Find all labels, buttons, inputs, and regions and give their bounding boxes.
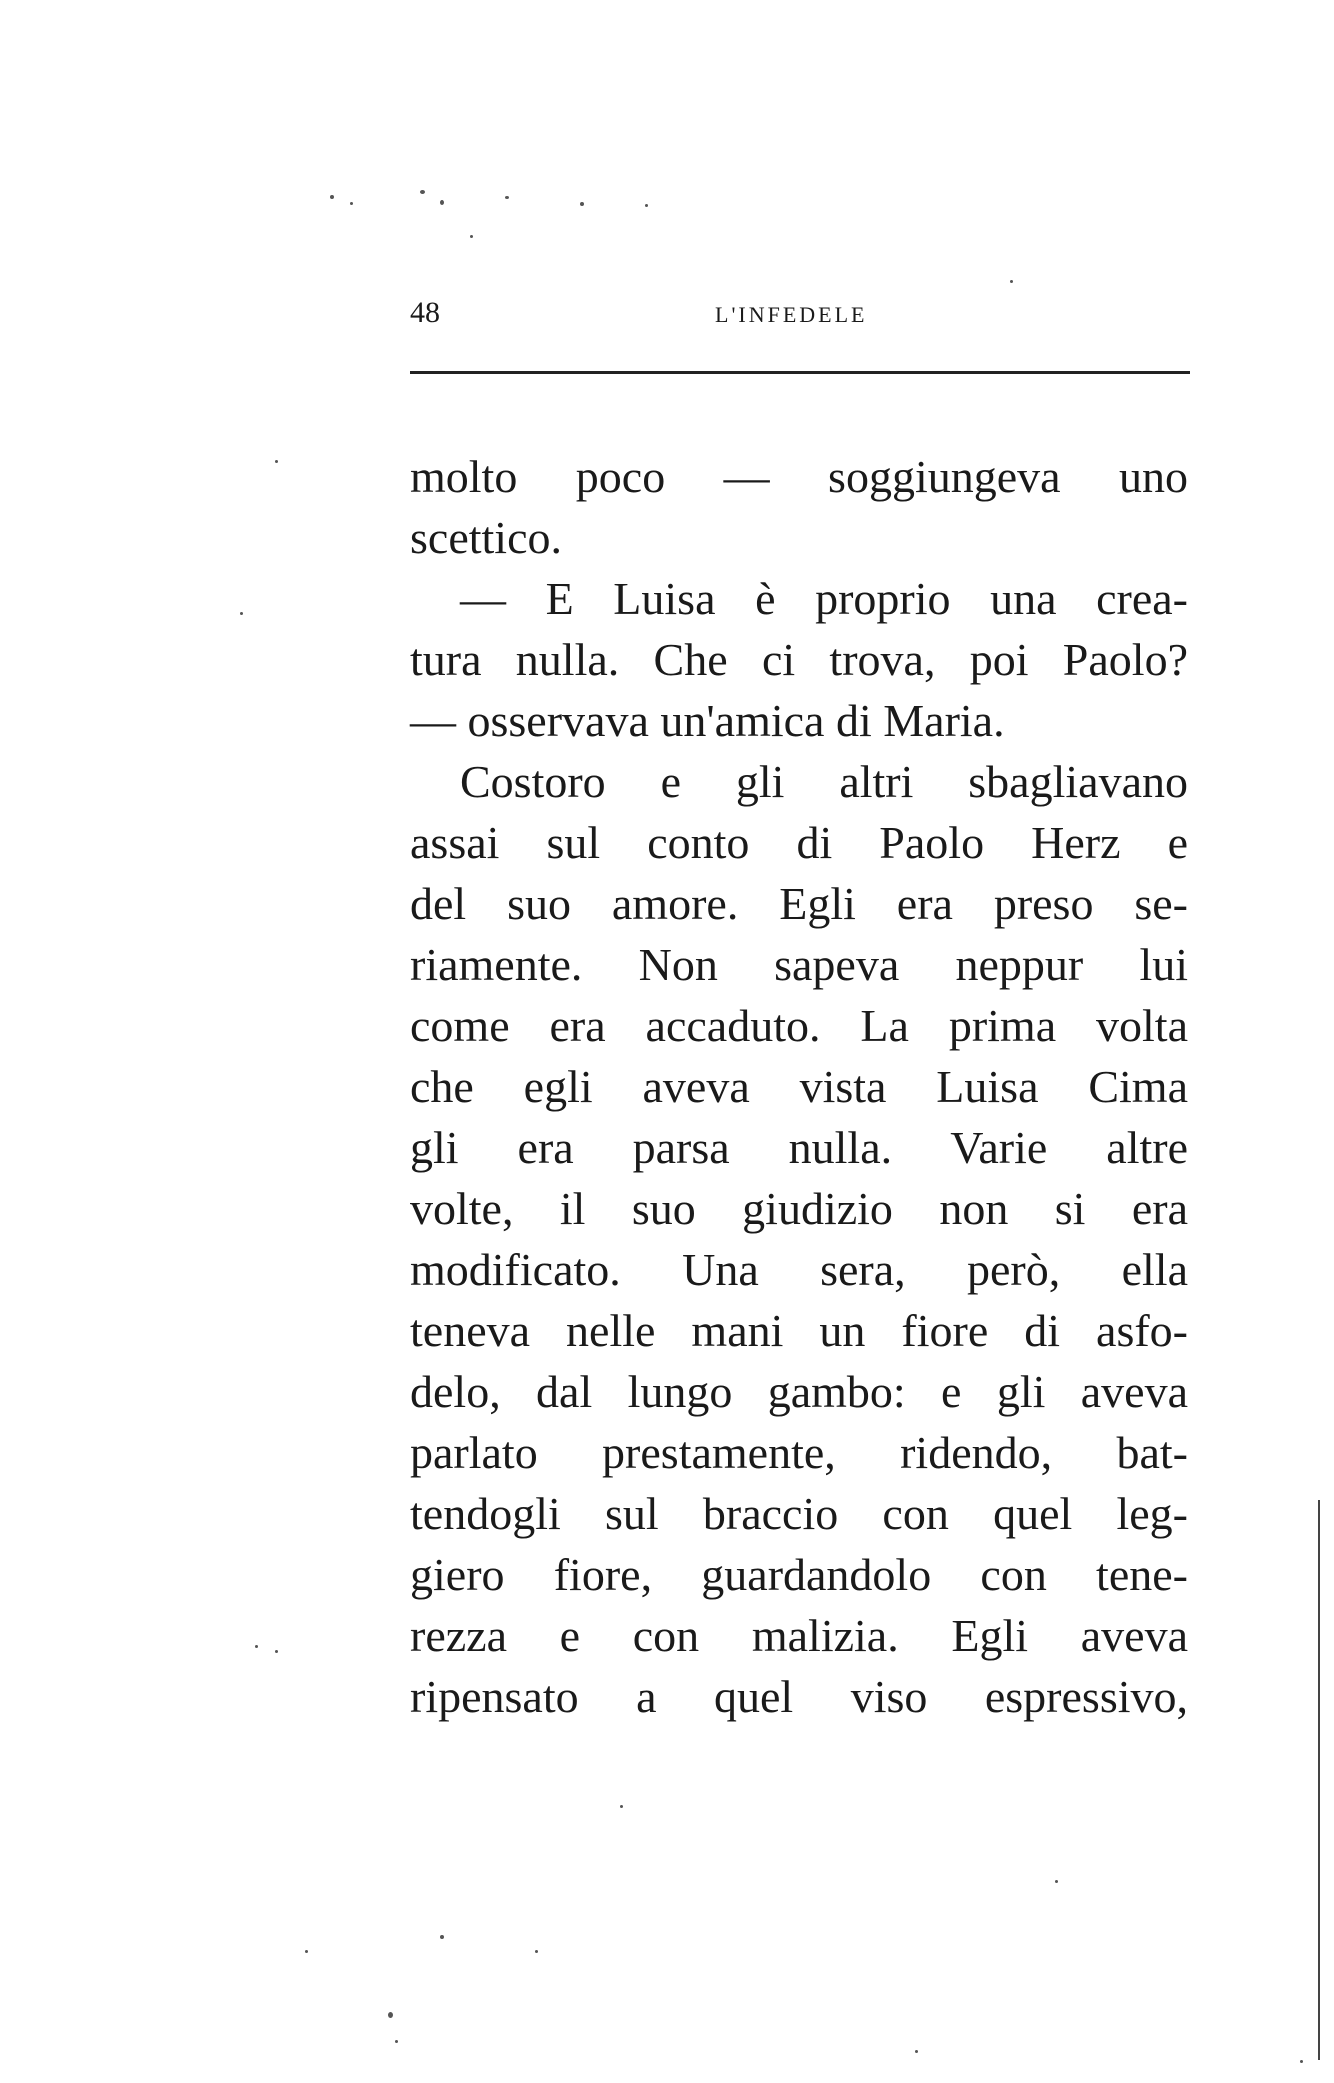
text-line: tura nulla. Che ci trova, poi Paolo? <box>410 634 1188 685</box>
scan-speck <box>915 2050 918 2053</box>
scan-speck <box>1300 2060 1303 2063</box>
scan-speck <box>505 196 509 199</box>
text-line: ripensato a quel viso espressivo, <box>410 1671 1188 1722</box>
text-line: modificato. Una sera, però, ella <box>410 1244 1188 1295</box>
text-line: assai sul conto di Paolo Herz e <box>410 817 1188 868</box>
scan-speck <box>440 200 444 205</box>
scan-speck <box>275 460 278 463</box>
running-header <box>410 292 1190 342</box>
running-title: L'INFEDELE <box>715 302 868 327</box>
header-rule <box>410 371 1190 374</box>
scan-speck <box>1055 1880 1058 1883</box>
scan-speck <box>420 190 425 194</box>
scan-speck <box>470 235 473 238</box>
text-line: del suo amore. Egli era preso se- <box>410 878 1188 929</box>
body-text <box>410 446 1188 1727</box>
binding-edge-line <box>1318 1500 1320 2060</box>
text-line: Costoro e gli altri sbagliavano <box>460 756 1188 807</box>
scan-speck <box>535 1950 538 1953</box>
text-line: molto poco — soggiungeva uno <box>410 451 1188 502</box>
text-line: scettico. <box>410 512 562 563</box>
text-line: volte, il suo giudizio non si era <box>410 1183 1188 1234</box>
scan-speck <box>1010 280 1013 283</box>
text-line: gli era parsa nulla. Varie altre <box>410 1122 1188 1173</box>
scan-speck <box>350 202 353 205</box>
scan-speck <box>275 1650 278 1653</box>
scan-speck <box>395 2040 398 2043</box>
page-number: 48 <box>410 296 440 329</box>
text-line: delo, dal lungo gambo: e gli aveva <box>410 1366 1188 1417</box>
text-line: giero fiore, guardandolo con tene- <box>410 1549 1188 1600</box>
scan-speck <box>645 204 648 207</box>
scan-speck <box>440 1935 444 1939</box>
text-line: teneva nelle mani un fiore di asfo- <box>410 1305 1188 1356</box>
text-line: — osservava un'amica di Maria. <box>410 695 1005 746</box>
text-line: come era accaduto. La prima volta <box>410 1000 1188 1051</box>
text-line: — E Luisa è proprio una crea- <box>460 573 1188 624</box>
text-line: riamente. Non sapeva neppur lui <box>410 939 1188 990</box>
text-line: che egli aveva vista Luisa Cima <box>410 1061 1188 1112</box>
scan-speck <box>388 2012 393 2018</box>
scan-speck <box>620 1805 623 1808</box>
scan-speck <box>330 195 334 199</box>
text-line: rezza e con malizia. Egli aveva <box>410 1610 1188 1661</box>
scan-speck <box>240 612 243 615</box>
scan-speck <box>305 1950 308 1953</box>
text-line: tendogli sul braccio con quel leg- <box>410 1488 1188 1539</box>
text-line: parlato prestamente, ridendo, bat- <box>410 1427 1188 1478</box>
scan-speck <box>255 1645 258 1648</box>
scan-speck <box>580 202 584 206</box>
